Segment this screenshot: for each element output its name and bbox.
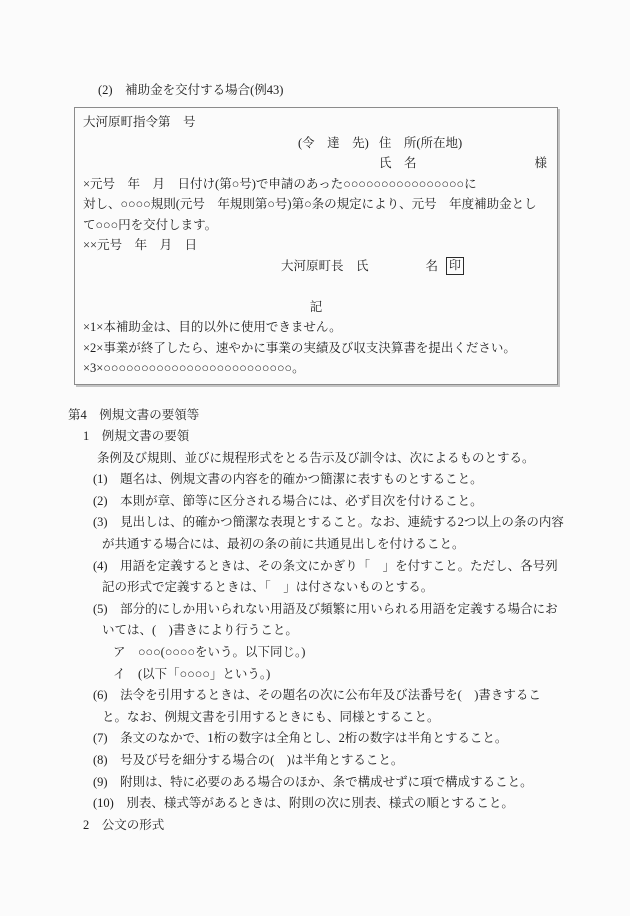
list-item-6-continued: と。なお、例規文書を引用するときにも、同様とすること。 [102, 709, 440, 724]
list-item-2: (2) 本則が章、節等に区分される場合には、必ず目次を付けること。 [93, 493, 483, 508]
doc-number-line: 大河原町指令第 号 [83, 115, 196, 129]
list-item-5-continued: いては、( )書きにより行うこと。 [102, 623, 298, 638]
list-item-5: (5) 部分的にしか用いられない用語及び頻繁に用いられる用語を定義する場合にお [93, 601, 558, 616]
list-item-4-continued: 記の形式で定義するときは、「 」は付さないものとする。 [102, 580, 434, 595]
name-line [83, 153, 549, 174]
body-line: 対し、○○○○規則(元号 年規則第○号)第○条の規定により、元号 年度補助金とし [83, 197, 537, 211]
list-item-6: (6) 法令を引用するときは、その題名の次に公布年及び法番号を( )書きするこ [93, 688, 541, 703]
mayor-title-label: 大河原町長 氏 [281, 258, 369, 273]
date-line: ××元号 年 月 日 [83, 238, 198, 252]
case-heading: (2) 補助金を交付する場合(例43) [98, 83, 284, 97]
sub-item-a: ア ○○○(○○○○をいう。以下同じ。) [113, 645, 306, 660]
recipient-line [298, 133, 549, 154]
section-heading: 第4 例規文書の要領等 [68, 407, 200, 422]
list-item-8: (8) 号及び号を細分する場合の( )は半角とすること。 [93, 753, 404, 767]
mayor-signature-line [281, 256, 549, 277]
list-item-1: (1) 題名は、例規文書の内容を的確かつ簡潔に表すものとすること。 [93, 472, 483, 487]
list-item-3: (3) 見出しは、的確かつ簡潔な表現とすること。なお、連続する2つ以上の条の内容 [93, 515, 564, 530]
subsection-1-heading: 1 例規文書の要領 [83, 429, 190, 444]
note-line: ×3×○○○○○○○○○○○○○○○○○○○○○○○○○。 [83, 361, 305, 375]
subsection-2-heading: 2 公文の形式 [83, 817, 165, 832]
note-line: ×2×事業が終了したら、速やかに事業の実績及び収支決算書を提出ください。 [83, 340, 516, 355]
body-line: ×元号 年 月 日付け(第○号)で申請のあった○○○○○○○○○○○○○○○○に [83, 176, 477, 191]
mayor-name-label: 名 [425, 258, 439, 273]
recipient-label: (令 達 先) [298, 135, 369, 150]
intro-line: 条例及び規則、並びに規程形式をとる告示及び訓令は、次によるものとする。 [97, 450, 535, 465]
ki-separator-label: 記 [309, 299, 323, 314]
list-item-9: (9) 附則は、特に必要のある場合のほか、条で構成せずに項で構成すること。 [93, 774, 533, 789]
list-item-7: (7) 条文のなかで、1桁の数字は全角とし、2桁の数字は半角とすること。 [93, 731, 508, 746]
address-label: 住 所(所在地) [378, 135, 463, 150]
honorific-label: 様 [534, 156, 547, 170]
blank-line [83, 276, 549, 297]
list-item-10: (10) 別表、様式等があるときは、附則の次に別表、様式の順とすること。 [93, 796, 514, 811]
notice-template-box [74, 107, 558, 385]
body-line: て○○○円を交付します。 [83, 217, 218, 232]
seal-mark: 印 [446, 257, 464, 275]
list-item-4: (4) 用語を定義するときは、その条文にかぎり「 」を付すこと。ただし、各号列 [93, 558, 558, 573]
note-line: ×1×本補助金は、目的以外に使用できません。 [83, 320, 342, 334]
sub-item-i: イ (以下「○○○○」という。) [113, 666, 271, 681]
name-label: 氏 名 [379, 156, 417, 170]
list-item-3-continued: が共通する場合には、最初の条の前に共通見出しを付けること。 [102, 537, 465, 552]
regulation-guidelines-section [68, 405, 630, 837]
